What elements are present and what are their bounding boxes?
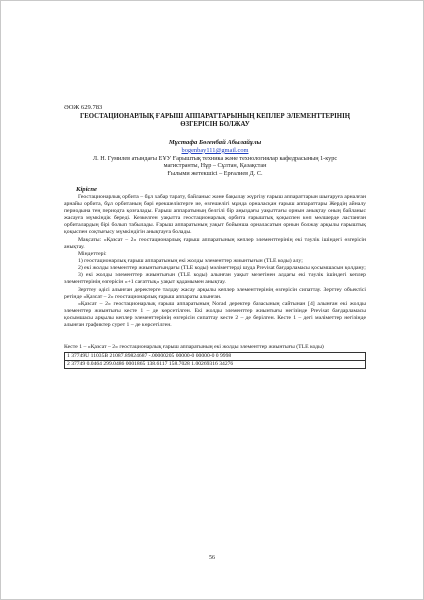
body-paragraph: Міндеттері:	[78, 250, 107, 257]
body-paragraph: «Қазсат – 2» геостационарлық ғарыш аппаратының Norad деректер базасының сайтынан [4] алынған екі жолды элементтер жиынтығы кесте 1 – де көрсетілген. Екі жолды элементтер жиынтығы негізінде Previsat бағдарламасы қосымшасы арқылы кеплер элементтерінің өзгерісін сипаттау кесте 2 – де берілген. Кесте 1 – дегі мәліметтер негізінде алынған графиктер сурет 1 – де көрсетілген.	[64, 300, 366, 329]
body-paragraph: Геостационарлық орбита – бұл хабар тарату, байланыс және бақылау жүргізу ғарыш аппараттарын шығаруға арналған арнайы орбита, бұл орбитаның бәрі ерекшеліктерге ие, өзгешелігі мұнда орналасқан ғарыш аппараттары Жердің айналу периодына тең периодта қозғалады. Ғарыш аппаратының белгілі бір аңыздағы уақыттағы орнын анықтау оның байланыс жасауға мүмкіндік береді. Кезкелген уақытта геостационарлық орбита ғарыштық қоқыспен көп мөлшерде ластанған орбиталардың бірі болып табылады. Ғарыш аппаратының уақыт бойынша орналасатын орнын болжау арқылы ғарыштық қоқыспен соқтығысу мүмкіндігін анықтауға болады.	[64, 193, 366, 236]
body-paragraph: Зерттеу әдісі алынған деректерге талдау жасау арқылы кеплер элементтерінің өзгерісін сипаттау. Зерттеу объектісі ретінде «Қазсат – 2» геостационарлық ғарыш аппараты алынған.	[64, 286, 366, 300]
tle-line-2: 2 37749 0.0464 299.0486 0001865 138.6117 158.7028 1.00269316 34276	[65, 360, 366, 368]
body-paragraph: 1) геостационарлық ғарыш аппаратының екі жолды элементтер жиынтығын (TLE коды) алу;	[78, 258, 303, 264]
paper-title	[64, 113, 366, 130]
affiliation-line-1: Л. Н. Гумилев атындағы ЕҰУ Ғарыштық техника және технологиялар кафедрасының 1-курс	[92, 154, 338, 162]
paper-title-line-1: ГЕОСТАЦИОНАРЛЫҚ ҒАРЫШ АППАРАТТАРЫНЫҢ КЕПЛЕР ЭЛЕМЕНТТЕРІНІҢ	[79, 113, 351, 120]
paper-title-line-2: ӨЗГЕРІСІН БОЛЖАУ	[180, 121, 250, 129]
tle-line-1: 1 37749U 11035B 21087.89824687 -.00000205 00000-0 00000-0 0 9998	[65, 352, 366, 360]
tle-table	[64, 352, 366, 369]
author-email-link[interactable]: bogenbay111@gmail.com	[181, 146, 249, 154]
body-paragraph: Мақсаты: «Қазсат – 2» геостационарлық ғарыш аппаратының кеплер элементтерінің екі тәулік ішіндегі өзгерісін анықтау.	[64, 236, 366, 250]
affiliation-line-2: магистранты, Нұр – Сұлтан, Қазақстан	[163, 162, 267, 170]
body-paragraph: 3) екі жолды элементтер жиынтығын (TLE коды) алынған уақыт мезетінен алдағы екі тәулік ішіндегі кеплер элементтерінің өзгерісін «+1 сағаттық» уақыт қадамымен анықтау.	[64, 272, 366, 286]
section-heading-introduction: Кіріспе	[76, 185, 97, 193]
page-number: 56	[209, 555, 215, 561]
table-row	[65, 360, 366, 368]
udc-code: ӘОЖ 629.783	[64, 104, 103, 111]
table-caption: Кесте 1 – «Қазсат – 2» геостационарлық ғарыш аппаратының екі жолды элементтер жиынтығы (TLE коды)	[64, 343, 324, 350]
table-row	[65, 352, 366, 360]
supervisor-line: Ғылыми жетекшісі – Ерғалиев Д. С.	[167, 170, 263, 177]
author-name: Мұстафа Бөгенбай Абылайұлы	[168, 138, 262, 146]
body-paragraph: 2) екі жолды элементтер жиынтығындағы (TLE коды) мәліметтерді шуда Previsat бағдарламасы қосымшасын қолдану;	[78, 265, 366, 272]
author-affiliation	[64, 155, 366, 170]
page-content	[64, 104, 366, 369]
